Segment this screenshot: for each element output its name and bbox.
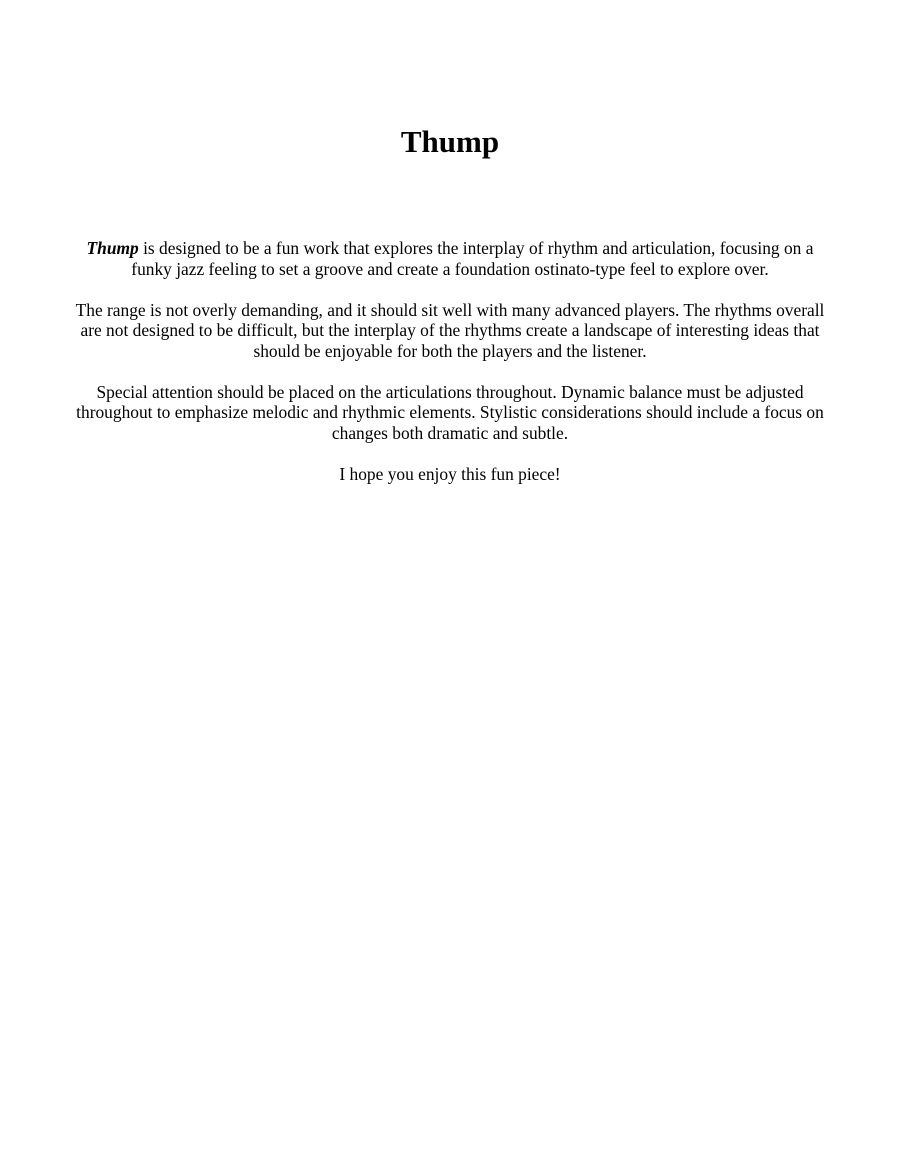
intro-title-emphasis: Thump	[86, 238, 139, 258]
paragraph-intro	[70, 238, 830, 279]
paragraph-articulation: Special attention should be placed on the articulations throughout. Dynamic balance must be adjusted throughout to emphasize melodic and rhythmic elements. Stylistic considerations should include a focus on changes both dramatic and subtle.	[76, 381, 824, 443]
intro-text: is designed to be a fun work that explores the interplay of rhythm and articulation, focusing on a funky jazz feeling to set a groove and create a foundation ostinato-type feel to explore over.	[131, 238, 814, 279]
paragraph-range: The range is not overly demanding, and it should sit well with many advanced players. The rhythms overall are not designed to be difficult, but the interplay of the rhythms create a landscape of interesting ideas that should be enjoyable for both the players and the listener.	[75, 299, 825, 361]
page-title: Thump	[400, 124, 500, 159]
paragraph-closing: I hope you enjoy this fun piece!	[339, 463, 561, 484]
program-notes	[70, 238, 830, 505]
